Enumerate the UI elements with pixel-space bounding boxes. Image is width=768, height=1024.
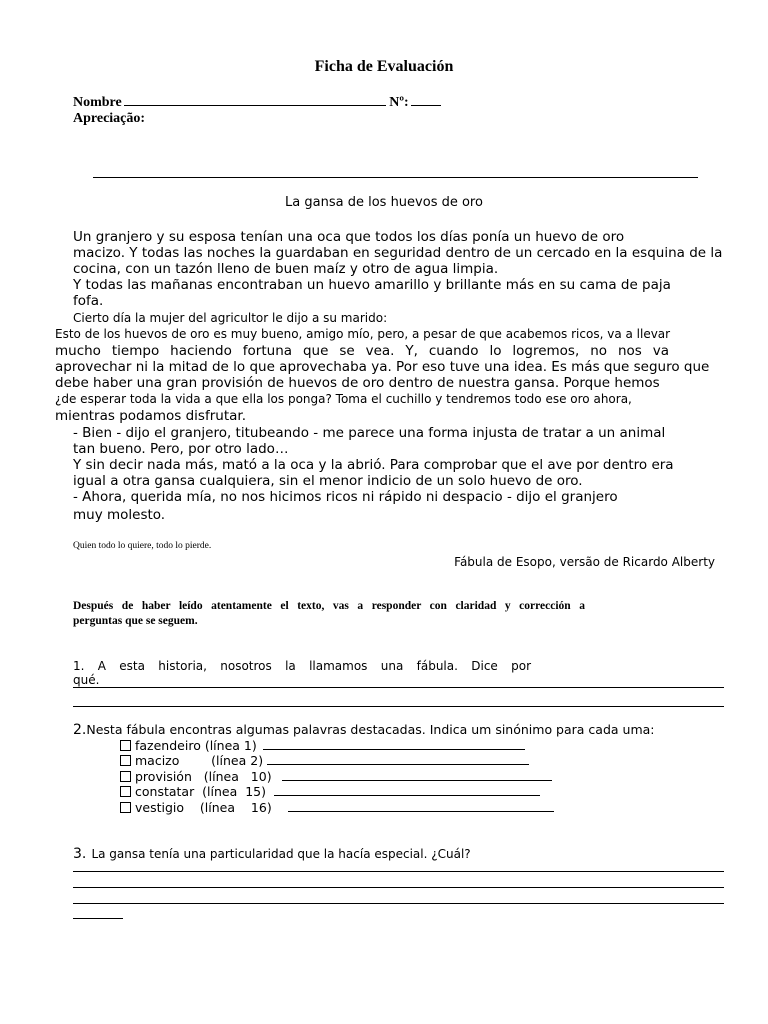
story-line: Esto de los huevos de oro es muy bueno, amigo mío, pero, a pesar de que acabemos ricos, va a llevar xyxy=(55,327,671,341)
story-line: Cierto día la mujer del agricultor le dijo a su marido: xyxy=(73,311,388,325)
question-2 xyxy=(73,719,655,738)
q2-item xyxy=(120,768,552,784)
story-line: fofa. xyxy=(73,293,104,309)
bullet-box-icon xyxy=(120,771,131,782)
story-line: Y sin decir nada más, mató a la oca y la abrió. Para comprobar que el ave por dentro era xyxy=(73,457,674,473)
answer-line[interactable] xyxy=(73,871,724,872)
story-title: La gansa de los huevos de oro xyxy=(285,195,483,210)
story-line: muy molesto. xyxy=(73,507,166,523)
story-line: aprovechar ni la mitad de lo que aprovechaba ya. Por eso tuve una idea. Es más que seguro que xyxy=(55,359,710,375)
answer-line[interactable] xyxy=(73,887,724,888)
answer-line[interactable] xyxy=(73,903,724,904)
question-3 xyxy=(73,843,471,862)
story-line: mucho tiempo haciendo fortuna que se vea. Y, cuando lo logremos, no nos va xyxy=(55,343,669,359)
q2-item-label: macizo (línea 2) xyxy=(135,753,264,768)
q2-answer-field[interactable] xyxy=(288,799,554,812)
story-line: - Bien - dijo el granjero, titubeando - me parece una forma injusta de tratar a un animal xyxy=(73,425,666,441)
nombre-label: Nombre xyxy=(73,95,122,110)
answer-line[interactable] xyxy=(73,706,724,707)
instructions-line: perguntas que se seguem. xyxy=(73,615,198,627)
story-line: debe haber una gran provisión de huevos de oro dentro de nuestra gansa. Porque hemos xyxy=(55,375,660,391)
question-3-text: La gansa tenía una particularidad que la hacía especial. ¿Cuál? xyxy=(91,847,471,861)
story-line: Y todas las mañanas encontraban un huevo amarillo y brillante más en su cama de paja xyxy=(73,277,671,293)
question-2-text: Nesta fábula encontras algumas palavras destacadas. Indica um sinónimo para cada uma: xyxy=(86,722,655,737)
numero-field[interactable] xyxy=(411,93,441,106)
question-3-number: 3. xyxy=(73,846,87,862)
numero-label: Nº: xyxy=(389,95,409,110)
bullet-box-icon xyxy=(120,740,131,751)
nombre-row xyxy=(73,93,441,111)
apreciacao-label: Apreciação: xyxy=(73,111,146,126)
story-line: Un granjero y su esposa tenían una oca que todos los días ponía un huevo de oro xyxy=(73,229,625,245)
q2-answer-field[interactable] xyxy=(263,737,525,750)
q2-item xyxy=(120,737,525,753)
story-line: macizo. Y todas las noches la guardaban en seguridad dentro de un cercado en la esquina de la xyxy=(73,245,723,261)
q2-item xyxy=(120,752,529,768)
story-line: - Ahora, querida mía, no nos hicimos ricos ni rápido ni despacio - dijo el granjero xyxy=(73,489,618,505)
bullet-box-icon xyxy=(120,755,131,766)
q2-item-label: provisión (línea 10) xyxy=(135,769,272,784)
q2-answer-field[interactable] xyxy=(274,783,540,796)
story-source: Fábula de Esopo, versão de Ricardo Alberty xyxy=(454,555,715,569)
separator-line xyxy=(93,177,698,178)
q2-item-label: vestigio (línea 16) xyxy=(135,800,272,815)
story-line: igual a otra gansa cualquiera, sin el menor indicio de un solo huevo de oro. xyxy=(73,473,583,489)
question-1: 1. A esta historia, nosotros la llamamos una fábula. Dice por qué. xyxy=(73,659,531,687)
question-2-number: 2. xyxy=(73,722,87,738)
bullet-box-icon xyxy=(120,786,131,797)
story-line: tan bueno. Pero, por otro lado… xyxy=(73,441,289,457)
q2-item-label: constatar (línea 15) xyxy=(135,784,266,799)
q2-item-label: fazendeiro (línea 1) xyxy=(135,738,257,753)
q2-item xyxy=(120,799,554,815)
q2-answer-field[interactable] xyxy=(282,768,552,781)
instructions-line: Después de haber leído atentamente el texto, vas a responder con claridad y corrección a xyxy=(73,600,585,612)
nombre-field[interactable] xyxy=(124,93,386,106)
answer-line[interactable] xyxy=(73,687,724,688)
q2-item xyxy=(120,783,540,799)
q2-answer-field[interactable] xyxy=(267,752,529,765)
bullet-box-icon xyxy=(120,802,131,813)
story-line: cocina, con un tazón lleno de buen maíz y otro de agua limpia. xyxy=(73,261,499,277)
answer-line[interactable] xyxy=(73,918,123,919)
story-line: ¿de esperar toda la vida a que ella los ponga? Toma el cuchillo y tendremos todo ese oro ahora, xyxy=(55,392,632,406)
story-line: mientras podamos disfrutar. xyxy=(55,408,246,424)
story-moral: Quien todo lo quiere, todo lo pierde. xyxy=(73,541,212,551)
page-title: Ficha de Evaluación xyxy=(314,58,454,75)
